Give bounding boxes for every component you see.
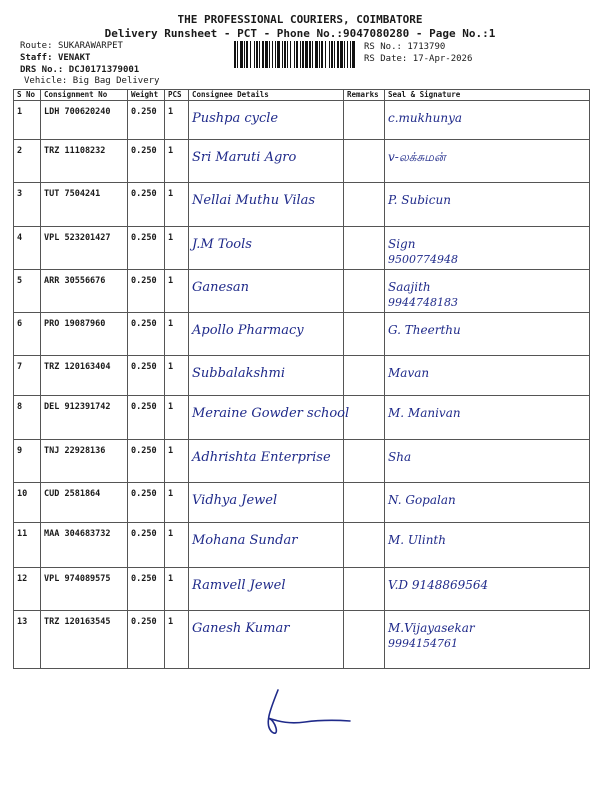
barcode-bar xyxy=(254,41,255,68)
row-pcs: 1 xyxy=(168,319,174,329)
row-sno: 13 xyxy=(17,617,28,627)
row-weight: 0.250 xyxy=(131,276,157,286)
row-weight: 0.250 xyxy=(131,319,157,329)
row-consignee: Mohana Sundar xyxy=(192,533,298,548)
row-consignment-no: TUT 7504241 xyxy=(44,189,101,199)
row-consignee: Vidhya Jewel xyxy=(192,493,278,508)
row-pcs: 1 xyxy=(168,107,174,117)
row-consignee: Ganesan xyxy=(192,280,249,295)
row-consignee: Meraine Gowder school xyxy=(192,406,350,421)
row-signature: Mavan xyxy=(388,366,430,380)
barcode-bar xyxy=(290,41,291,68)
row-pcs: 1 xyxy=(168,446,174,456)
barcode-bar xyxy=(262,41,264,68)
row-consignment-no: VPL 523201427 xyxy=(44,233,111,243)
row-remarks xyxy=(347,270,381,276)
barcode-bar xyxy=(347,41,348,68)
table-row xyxy=(14,227,590,270)
row-consignment-no: LDH 700620240 xyxy=(44,107,111,117)
row-remarks xyxy=(347,440,381,446)
col-pcs: PCS xyxy=(165,90,189,101)
row-remarks xyxy=(347,568,381,574)
row-sno: 12 xyxy=(17,574,28,584)
rs-no-line xyxy=(364,42,445,53)
row-consignment-no: ARR 30556676 xyxy=(44,276,106,286)
row-consignee: J.M Tools xyxy=(192,237,252,252)
row-remarks xyxy=(347,313,381,319)
table-row xyxy=(14,356,590,396)
col-sno: S No xyxy=(14,90,41,101)
row-pcs: 1 xyxy=(168,189,174,199)
row-signature: M. Manivan xyxy=(388,406,461,420)
row-pcs: 1 xyxy=(168,276,174,286)
row-signature: M. Ulinth xyxy=(388,533,446,547)
row-weight: 0.250 xyxy=(131,189,157,199)
row-sno: 6 xyxy=(17,319,23,329)
row-sno: 10 xyxy=(17,489,28,499)
barcode-bar xyxy=(265,41,268,68)
barcode-bar xyxy=(284,41,286,68)
staff-line xyxy=(20,53,90,64)
barcode-bar xyxy=(287,41,288,68)
row-pcs: 1 xyxy=(168,529,174,539)
barcode-bar xyxy=(282,41,283,68)
row-sno: 1 xyxy=(17,107,23,117)
table-row xyxy=(14,396,590,440)
row-weight: 0.250 xyxy=(131,529,157,539)
rs-date-line xyxy=(364,54,472,65)
runsheet-table xyxy=(13,89,590,669)
row-weight: 0.250 xyxy=(131,574,157,584)
table-row xyxy=(14,568,590,611)
row-signature: N. Gopalan xyxy=(388,493,456,507)
row-sno: 5 xyxy=(17,276,23,286)
barcode-bar xyxy=(334,41,335,68)
row-signature: V.D 9148869564 xyxy=(388,578,489,592)
row-consignment-no: MAA 304683732 xyxy=(44,529,111,539)
barcode-bar xyxy=(275,41,276,68)
barcode-bar xyxy=(250,41,251,68)
rs-no-label: RS No.: xyxy=(364,42,402,52)
table-row xyxy=(14,611,590,669)
col-signature: Seal & Signature xyxy=(385,90,590,101)
barcode-bar xyxy=(321,41,323,68)
row-signature: Saajith 9944748183 xyxy=(388,280,586,309)
table-row xyxy=(14,140,590,183)
row-pcs: 1 xyxy=(168,233,174,243)
row-consignment-no: VPL 974089575 xyxy=(44,574,111,584)
row-signature: c.mukhunya xyxy=(388,111,463,125)
route-label: Route: xyxy=(20,41,53,51)
row-sno: 8 xyxy=(17,402,23,412)
row-pcs: 1 xyxy=(168,402,174,412)
col-weight: Weight xyxy=(128,90,165,101)
barcode-bar xyxy=(305,41,308,68)
barcode-bar xyxy=(329,41,330,68)
row-sno: 2 xyxy=(17,146,23,156)
rs-no-value: 1713790 xyxy=(407,42,446,52)
row-remarks xyxy=(347,483,381,489)
row-weight: 0.250 xyxy=(131,402,157,412)
drs-value: DCJ0171379001 xyxy=(68,65,140,75)
row-remarks xyxy=(347,140,381,146)
runsheet-subtitle: Delivery Runsheet - PCT - Phone No.:9047080280 - Page No.:1 xyxy=(104,27,496,40)
route-value: SUKARAWARPET xyxy=(57,41,123,51)
table-row xyxy=(14,183,590,227)
row-weight: 0.250 xyxy=(131,489,157,499)
row-remarks xyxy=(347,183,381,189)
row-pcs: 1 xyxy=(168,489,174,499)
vehicle-label: Vehicle: xyxy=(24,76,68,86)
row-sno: 4 xyxy=(17,233,23,243)
row-pcs: 1 xyxy=(168,617,174,627)
row-signature: v-லக்சுமன் xyxy=(388,150,446,164)
barcode-bar xyxy=(244,41,245,68)
table-header-row xyxy=(14,90,590,101)
row-consignment-no: CUD 2581864 xyxy=(44,489,101,499)
barcode-bar xyxy=(246,41,248,68)
staff-value: VENAKT xyxy=(57,53,91,63)
barcode-bar xyxy=(337,41,339,68)
table-row xyxy=(14,440,590,483)
row-weight: 0.250 xyxy=(131,446,157,456)
row-consignment-no: DEL 912391742 xyxy=(44,402,111,412)
table-row xyxy=(14,101,590,140)
row-signature: M.Vijayasekar 9994154761 xyxy=(388,621,586,650)
barcode-bar xyxy=(277,41,280,68)
company-title: THE PROFESSIONAL COURIERS, COIMBATORE xyxy=(177,13,423,26)
table-row xyxy=(14,483,590,523)
row-sno: 7 xyxy=(17,362,23,372)
barcode-bar xyxy=(234,41,236,68)
row-pcs: 1 xyxy=(168,146,174,156)
row-remarks xyxy=(347,396,381,402)
barcode-bar xyxy=(237,41,238,68)
row-weight: 0.250 xyxy=(131,362,157,372)
drs-label: DRS No.: xyxy=(20,65,64,75)
row-signature-phone: 9994154761 xyxy=(388,637,458,650)
barcode-bar xyxy=(269,41,270,68)
row-consignment-no: TRZ 120163404 xyxy=(44,362,111,372)
row-signature: Sha xyxy=(388,450,412,464)
row-remarks xyxy=(347,227,381,233)
row-weight: 0.250 xyxy=(131,107,157,117)
barcode-bar xyxy=(331,41,333,68)
row-signature: G. Theerthu xyxy=(388,323,461,337)
barcode-bar xyxy=(296,41,298,68)
row-remarks xyxy=(347,356,381,362)
table-row xyxy=(14,313,590,356)
row-weight: 0.250 xyxy=(131,617,157,627)
vehicle-line xyxy=(24,76,159,87)
barcode-bar xyxy=(309,41,311,68)
row-weight: 0.250 xyxy=(131,146,157,156)
vehicle-value: Big Bag Delivery xyxy=(72,76,160,86)
barcode-bar xyxy=(259,41,260,68)
row-pcs: 1 xyxy=(168,574,174,584)
barcode-image xyxy=(234,41,356,68)
barcode-bar xyxy=(325,41,326,68)
table-row xyxy=(14,523,590,568)
col-remarks: Remarks xyxy=(344,90,385,101)
drs-line xyxy=(20,65,139,76)
row-consignment-no: TNJ 22928136 xyxy=(44,446,106,456)
barcode-bar xyxy=(350,41,351,68)
row-pcs: 1 xyxy=(168,362,174,372)
row-consignee: Pushpa cycle xyxy=(192,111,279,126)
barcode-bar xyxy=(352,41,355,68)
row-consignment-no: PRO 19087960 xyxy=(44,319,106,329)
rs-date-label: RS Date: xyxy=(364,54,408,64)
row-signature: Sign 9500774948 xyxy=(388,237,586,266)
route-line xyxy=(20,41,123,52)
row-weight: 0.250 xyxy=(131,233,157,243)
barcode-bar xyxy=(256,41,258,68)
rs-date-value: 17-Apr-2026 xyxy=(412,54,473,64)
barcode-bar xyxy=(272,41,273,68)
barcode-bar xyxy=(319,41,320,68)
row-sno: 3 xyxy=(17,189,23,199)
row-consignee: Apollo Pharmacy xyxy=(192,323,304,338)
col-consignment: Consignment No xyxy=(41,90,128,101)
row-consignment-no: TRZ 120163545 xyxy=(44,617,111,627)
row-consignee: Sri Maruti Agro xyxy=(192,150,297,165)
row-consignee: Nellai Muthu Vilas xyxy=(192,193,316,208)
barcode-bar xyxy=(344,41,345,68)
barcode-bar xyxy=(340,41,343,68)
barcode-bar xyxy=(294,41,295,68)
row-sno: 9 xyxy=(17,446,23,456)
table-row xyxy=(14,270,590,313)
row-signature: P. Subicun xyxy=(388,193,451,207)
barcode-bar xyxy=(240,41,243,68)
row-sno: 11 xyxy=(17,529,28,539)
row-signature-phone: 9944748183 xyxy=(388,296,458,309)
row-remarks xyxy=(347,523,381,529)
col-consignee: Consignee Details xyxy=(189,90,344,101)
barcode-bar xyxy=(300,41,301,68)
row-consignee: Subbalakshmi xyxy=(192,366,285,381)
staff-label: Staff: xyxy=(20,53,53,63)
row-consignee: Ramvell Jewel xyxy=(192,578,286,593)
row-signature-phone: 9500774948 xyxy=(388,253,458,266)
row-consignee: Adhrishta Enterprise xyxy=(192,450,331,465)
row-consignee: Ganesh Kumar xyxy=(192,621,290,636)
row-remarks xyxy=(347,611,381,617)
barcode-bar xyxy=(315,41,318,68)
barcode-bar xyxy=(312,41,313,68)
row-remarks xyxy=(347,101,381,107)
row-consignment-no: TRZ 11108232 xyxy=(44,146,106,156)
barcode-bar xyxy=(302,41,304,68)
handwritten-signature xyxy=(250,680,360,740)
